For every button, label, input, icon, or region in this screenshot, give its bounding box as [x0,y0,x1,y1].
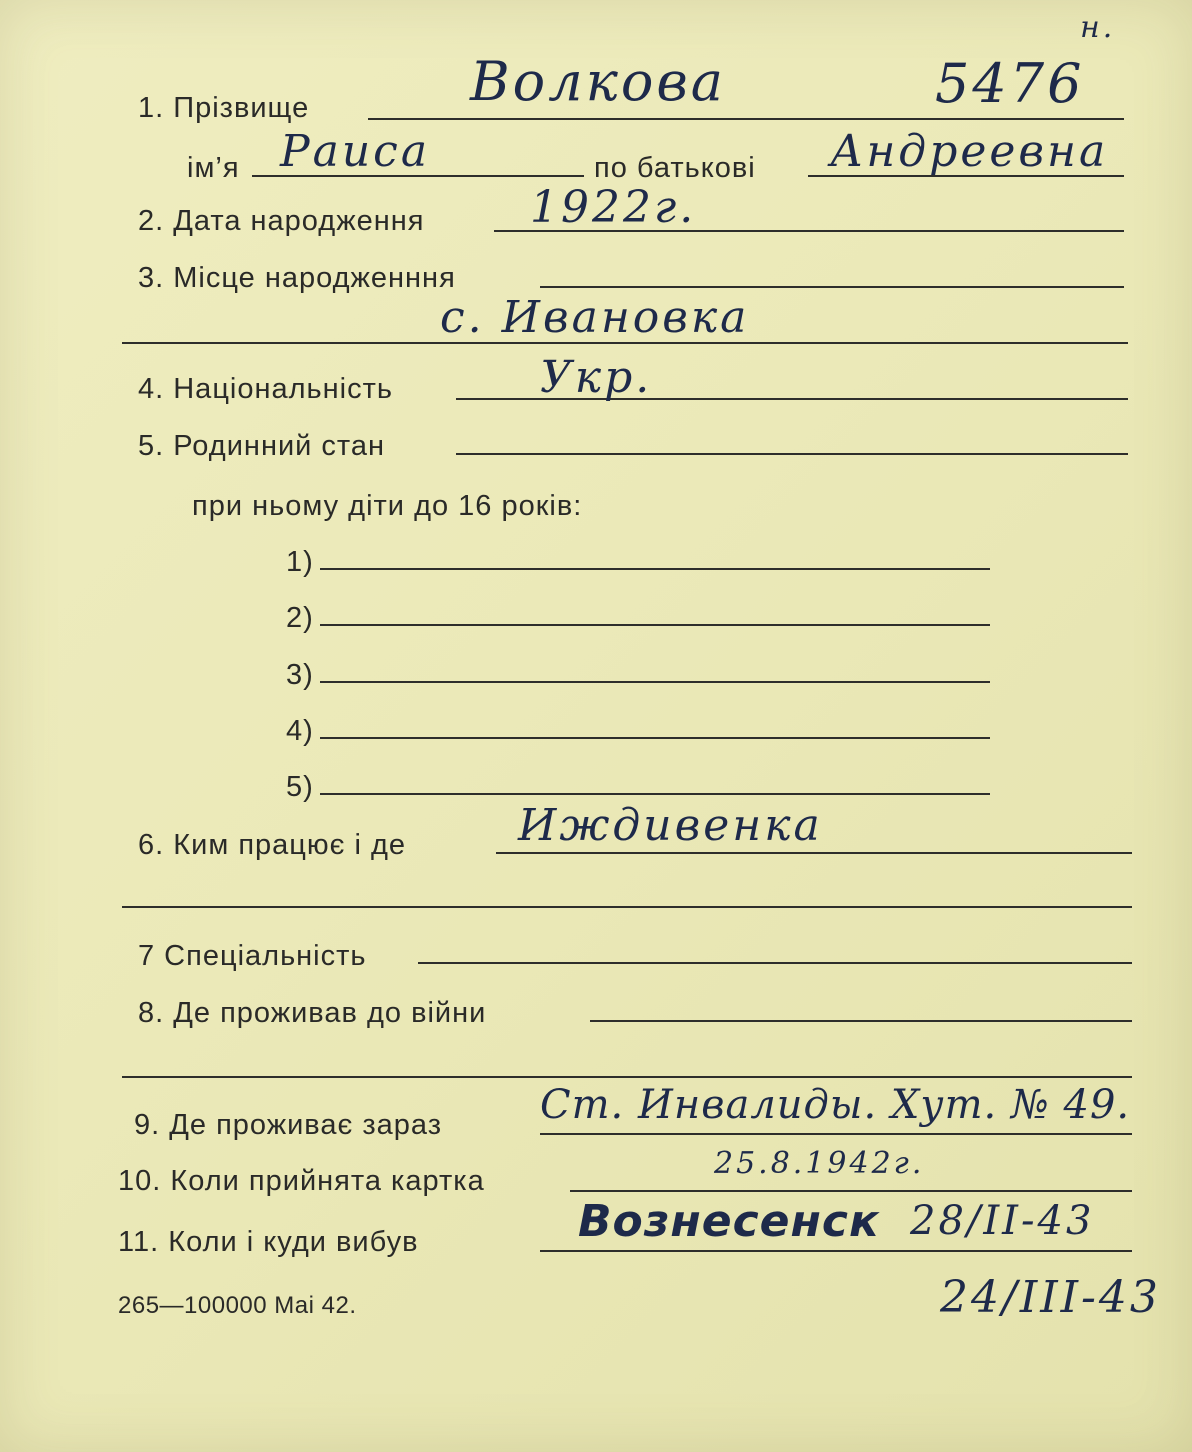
surname-line [368,118,1124,120]
surname-value: Волкова [470,50,726,113]
patronymic-value: Андреевна [830,126,1109,177]
child-3-line [320,681,990,683]
birth-date-label: 2. Дата народження [138,205,425,237]
nationality-label: 4. Національність [138,373,394,405]
child-2-label: 2) [286,602,314,634]
birth-place-label: 3. Місце народженння [138,262,456,294]
prewar-residence-line-2 [122,1076,1132,1078]
children-label: при ньому діти до 16 років: [192,490,583,522]
child-1-line [320,568,990,570]
birth-date-value: 1922г. [530,182,697,233]
work-value: Иждивенка [518,800,823,851]
specialty-line [418,962,1132,964]
current-residence-label: 9. Де проживає зараз [134,1109,443,1141]
departure-place-value: Вознесенск [578,1196,880,1247]
card-accepted-value: 25.8.1942г. [714,1146,925,1181]
child-3-label: 3) [286,659,314,691]
nationality-value: Укр. [540,352,653,403]
child-2-line [320,624,990,626]
current-residence-value: Ст. Инвалиды. Хут. № 49. [540,1082,1131,1128]
child-4-line [320,737,990,739]
departure-date-2-value: 24/III-43 [940,1272,1161,1323]
first-name-value: Раиса [280,126,431,177]
child-1-label: 1) [286,546,314,578]
card-accepted-label: 10. Коли прийнята картка [118,1165,485,1197]
departure-line [540,1250,1132,1252]
work-label: 6. Ким працює і де [138,829,407,861]
first-name-label: ім’я [187,152,240,184]
card-number-note: н. [1080,10,1116,45]
patronymic-label: по батькові [594,152,756,184]
departure-label: 11. Коли і куди вибув [118,1226,419,1258]
print-run-footer: 265—100000 Mai 42. [118,1292,357,1319]
current-residence-line [540,1133,1132,1135]
work-line-2 [122,906,1132,908]
child-5-line [320,793,990,795]
birth-place-line [540,286,1124,288]
card-accepted-line [570,1190,1132,1192]
card-number: 5476 [935,52,1085,115]
marital-status-label: 5. Родинний стан [138,430,386,462]
child-4-label: 4) [286,715,314,747]
work-line [496,852,1132,854]
child-5-label: 5) [286,771,314,803]
departure-date-value: 28/II-43 [910,1198,1095,1244]
specialty-label: 7 Спеціальність [138,940,367,972]
prewar-residence-line [590,1020,1132,1022]
marital-status-line [456,453,1128,455]
surname-label: 1. Прізвище [138,92,310,124]
prewar-residence-label: 8. Де проживав до війни [138,997,487,1029]
birth-place-value: с. Ивановка [440,292,750,343]
